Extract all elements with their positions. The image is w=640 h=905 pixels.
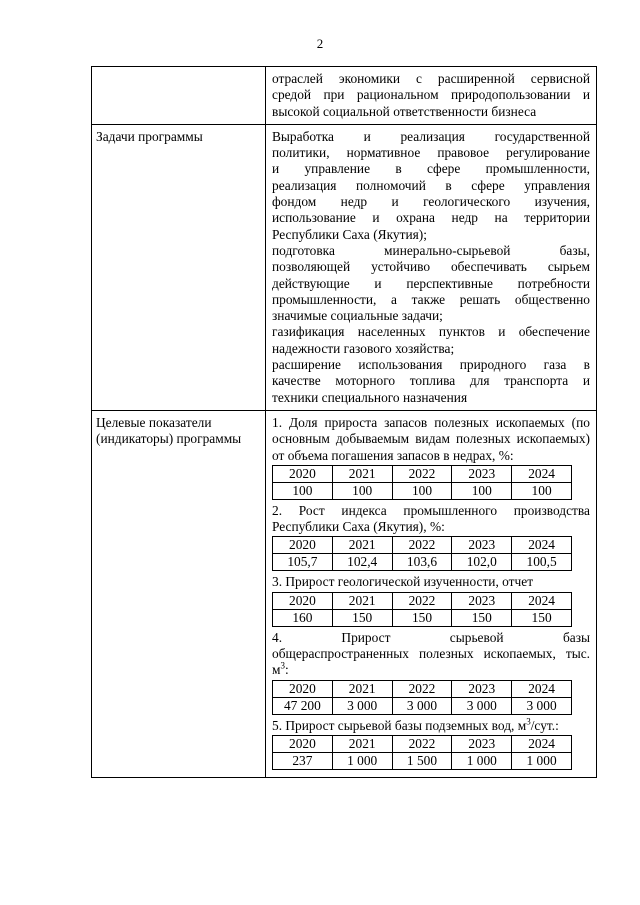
- year-cell: 2022: [392, 465, 452, 482]
- value-cell: 105,7: [273, 554, 333, 571]
- value-cell: 103,6: [392, 554, 452, 571]
- value-row: [273, 554, 572, 571]
- year-cell: 2024: [512, 465, 572, 482]
- year-header-row: [273, 465, 572, 482]
- indicator-2-table: [272, 536, 572, 571]
- task-line: подготовка минерально-сырьевой базы,: [272, 242, 590, 258]
- year-cell: 2021: [332, 680, 392, 697]
- indicator-3-table: [272, 592, 572, 627]
- value-cell: 100: [332, 482, 392, 499]
- task-line: реализация полномочий в сфере управления: [272, 177, 590, 193]
- continuation-text-cell: [266, 67, 597, 125]
- value-cell: 3 000: [452, 697, 512, 714]
- year-cell: 2021: [332, 592, 392, 609]
- year-header-row: [273, 537, 572, 554]
- task-line: расширение использования природного газа в: [272, 357, 590, 373]
- year-cell: 2021: [332, 465, 392, 482]
- value-cell: 150: [512, 609, 572, 626]
- indicator-1-title: 1. Доля прироста запасов полезных ископаемых (по основным добываемым видам полезных ископаемых) от объема погашения запасов в недрах, %:: [272, 414, 590, 463]
- indicator-4-title-end: :: [284, 662, 289, 678]
- indicators-row: [92, 410, 597, 777]
- indicator-4-table: [272, 680, 572, 715]
- indicator-4-title: [272, 646, 590, 679]
- tasks-label: Задачи программы: [92, 124, 266, 410]
- year-cell: 2023: [452, 680, 512, 697]
- year-cell: 2022: [392, 735, 452, 752]
- value-cell: 3 000: [512, 697, 572, 714]
- value-cell: 102,0: [452, 554, 512, 571]
- task-line: политики, нормативное правовое регулирование: [272, 145, 590, 161]
- indicator-5-title-sup: 3: [526, 716, 531, 727]
- value-cell: 1 000: [512, 752, 572, 769]
- value-cell: 47 200: [273, 697, 333, 714]
- task-line: качестве моторного топлива для транспорта и: [272, 373, 590, 389]
- value-cell: 3 000: [392, 697, 452, 714]
- continuation-line: высокой социальной ответственности бизнеса: [272, 103, 537, 119]
- year-cell: 2020: [273, 680, 333, 697]
- value-cell: 237: [273, 752, 333, 769]
- value-cell: 150: [332, 609, 392, 626]
- value-row: [273, 482, 572, 499]
- year-cell: 2024: [512, 680, 572, 697]
- year-cell: 2024: [512, 592, 572, 609]
- indicator-4-title-text: общераспространенных полезных ископаемых, тыс. м: [272, 646, 590, 678]
- value-row: [273, 752, 572, 769]
- indicator-4-title-line: 4. Прирост сырьевой базы: [272, 629, 590, 645]
- indicator-4-title-sup: 3: [280, 660, 285, 671]
- value-cell: 100: [512, 482, 572, 499]
- value-cell: 100,5: [512, 554, 572, 571]
- year-header-row: [273, 592, 572, 609]
- year-cell: 2024: [512, 537, 572, 554]
- task-line: газификация населенных пунктов и обеспечение: [272, 324, 590, 340]
- value-cell: 1 500: [392, 752, 452, 769]
- value-cell: 150: [452, 609, 512, 626]
- year-cell: 2023: [452, 465, 512, 482]
- year-cell: 2021: [332, 537, 392, 554]
- tasks-row: [92, 124, 597, 410]
- value-cell: 1 000: [452, 752, 512, 769]
- task-line: надежности газового хозяйства;: [272, 340, 455, 356]
- year-cell: 2023: [452, 735, 512, 752]
- continuation-line: средой при рациональном природопользовании и: [272, 87, 590, 103]
- indicators-cell: [266, 410, 597, 777]
- page-number: 2: [316, 36, 324, 51]
- indicator-5-title-text: 5. Прирост сырьевой базы подземных вод, м: [272, 717, 527, 733]
- value-row: [273, 697, 572, 714]
- continuation-label-cell: [92, 67, 266, 125]
- year-cell: 2022: [392, 537, 452, 554]
- value-cell: 1 000: [332, 752, 392, 769]
- value-cell: 3 000: [332, 697, 392, 714]
- indicator-5-title-end: /сут.:: [530, 717, 559, 733]
- task-line: действующие и перспективные потребности: [272, 275, 590, 291]
- indicator-2-title: 2. Рост индекса промышленного производства Республики Саха (Якутия), %:: [272, 502, 590, 535]
- tasks-text-cell: [266, 124, 597, 410]
- indicator-3-title: 3. Прирост геологической изученности, отчет: [272, 574, 534, 590]
- year-header-row: [273, 735, 572, 752]
- value-cell: 102,4: [332, 554, 392, 571]
- value-cell: 100: [452, 482, 512, 499]
- year-header-row: [273, 680, 572, 697]
- year-cell: 2023: [452, 537, 512, 554]
- year-cell: 2020: [273, 735, 333, 752]
- task-line: техники специального назначения: [272, 389, 468, 405]
- year-cell: 2022: [392, 680, 452, 697]
- value-cell: 160: [273, 609, 333, 626]
- task-line: Республики Саха (Якутия);: [272, 226, 427, 242]
- year-cell: 2023: [452, 592, 512, 609]
- value-cell: 150: [392, 609, 452, 626]
- task-line: значимые социальные задачи;: [272, 308, 443, 324]
- year-cell: 2021: [332, 735, 392, 752]
- value-cell: 100: [273, 482, 333, 499]
- year-cell: 2020: [273, 537, 333, 554]
- indicators-label: Целевые показатели: [96, 414, 212, 430]
- task-line: фондом недр и геологического изучения,: [272, 194, 590, 210]
- indicator-1-table: [272, 465, 572, 500]
- indicator-5-title: [272, 718, 590, 734]
- task-line: и управление в сфере промышленности,: [272, 161, 590, 177]
- task-line: использование и охрана недр на территории: [272, 210, 590, 226]
- task-line: промышленности, а также решать общественно: [272, 291, 590, 307]
- continuation-line: отраслей экономики с расширенной сервисной: [272, 71, 590, 86]
- task-line: позволяющей устойчиво обеспечивать сырьем: [272, 259, 590, 275]
- value-row: [273, 609, 572, 626]
- year-cell: 2020: [273, 592, 333, 609]
- continuation-row: [92, 67, 597, 125]
- indicator-5-table: [272, 735, 572, 770]
- value-cell: 100: [392, 482, 452, 499]
- task-line: Выработка и реализация государственной: [272, 128, 590, 144]
- indicators-label-cell: [92, 410, 266, 777]
- program-passport-table: [91, 66, 597, 778]
- indicators-label: (индикаторы) программы: [96, 431, 242, 447]
- year-cell: 2020: [273, 465, 333, 482]
- year-cell: 2022: [392, 592, 452, 609]
- year-cell: 2024: [512, 735, 572, 752]
